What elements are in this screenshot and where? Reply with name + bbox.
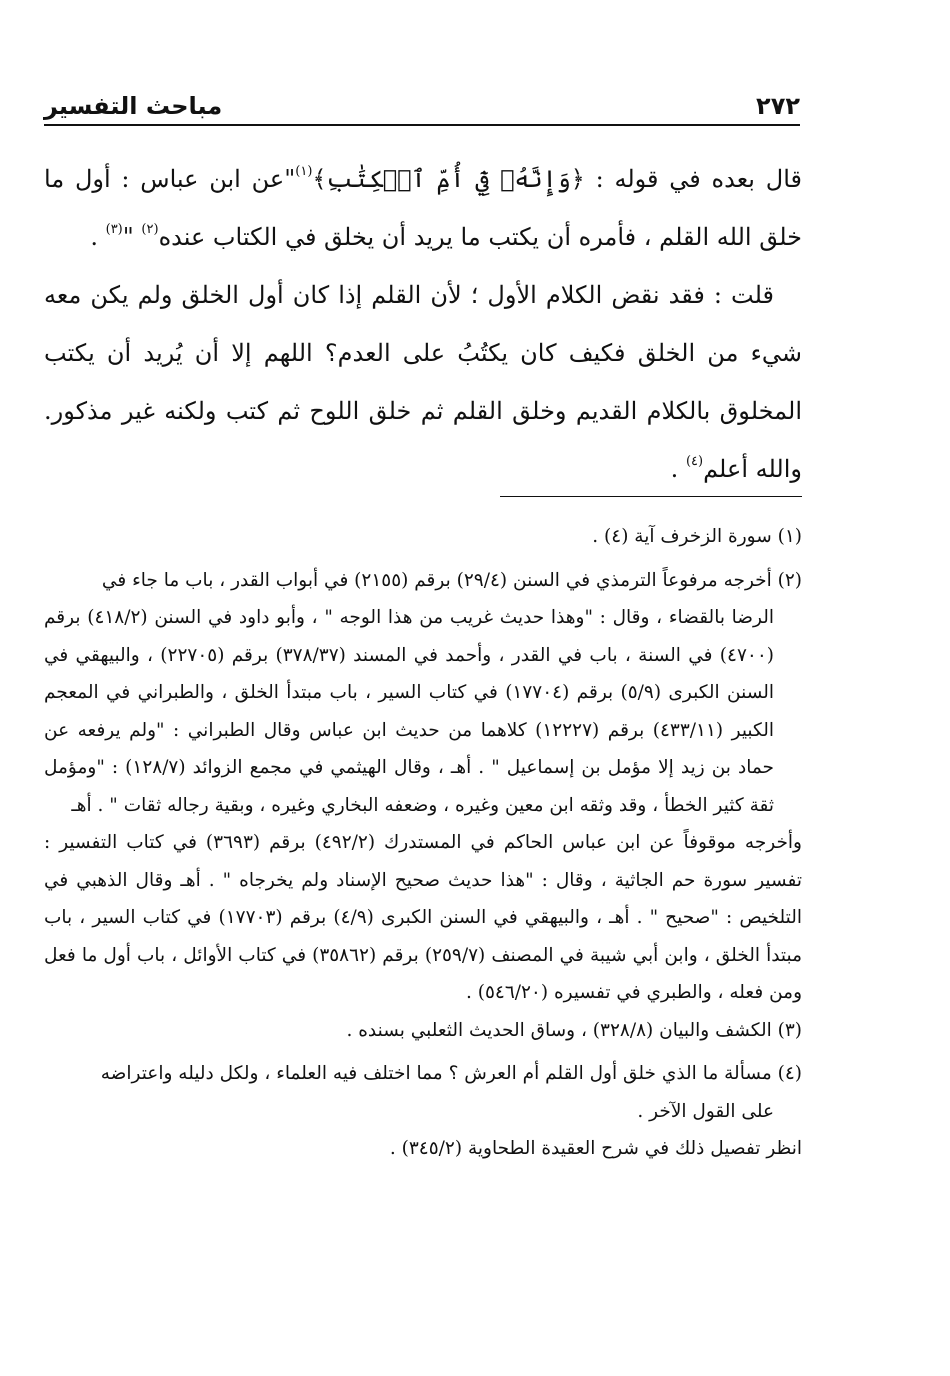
footnote-2-second-part: وأخرجه موقوفاً عن ابن عباس الحاكم في المستدرك (٤٩٢/٢) برقم (٣٦٩٣) في كتاب التفسير : تفسير سورة حم الجاثية ، وقال : "هذا حديث صحيح الإسناد ولم يخرجاه " . أهـ وقال الذهبي في التلخيص : "صحيح " . أهـ ، والبيهقي في السنن الكبرى (٤/٩) برقم (١٧٧٠٣) في كتاب السير ، باب مبتدأ الخلق ، وابن أبي شيبة في المصنف (٢٥٩/٧) برقم (٣٥٨٦٢) في كتاب الأوائل ، باب أول ما فعل ومن فعله ، والطبري في تفسيره (٥٤٦/٢٠) .: [44, 832, 802, 1003]
p1-text-d: .: [90, 223, 106, 251]
p2-text-a: قلت : فقد نقض الكلام الأول ؛ لأن القلم إذا كان أول الخلق ولم يكن معه شيء من الخلق فكيف كان يكتُبُ على العدم؟ اللهم إلا أن يُريد أن يكتب المخلوق بالكلام القديم وخلق القلم ثم خلق اللوح ثم كتب ولكنه غير مذكور. والله أعلم: [44, 281, 802, 483]
main-text: [44, 150, 802, 498]
p2-text-b: .: [670, 455, 686, 483]
page-number: ٢٧٢: [756, 92, 800, 120]
footnote-1: (١) سورة الزخرف آية (٤) .: [592, 526, 802, 547]
footnote-divider: [500, 496, 802, 497]
footnotes: [44, 518, 802, 1168]
footnote-ref-3[interactable]: (٣): [105, 222, 123, 237]
running-title: مباحث التفسير: [44, 92, 223, 120]
footnote-ref-4[interactable]: (٤): [685, 454, 704, 469]
footnote-2-first-line: (٢) أخرجه مرفوعاً الترمذي في السنن (٢٩/٤) برقم (٢١٥٥) في أبواب القدر ، باب ما جاء في: [101, 569, 802, 591]
p1-text-a: قال بعده في قوله :: [584, 165, 802, 193]
paragraph-1: [44, 150, 802, 266]
footnote-4-continuation: على القول الآخر .: [637, 1100, 774, 1122]
footnote-4-first-line: (٤) مسألة ما الذي خلق أول القلم أم العرش ؟ مما اختلف فيه العلماء ، ولكل دليله واعتراضه: [100, 1063, 802, 1084]
p1-text-c: ": [122, 223, 142, 251]
footnote-ref-1[interactable]: (١): [295, 164, 313, 179]
paragraph-2: [44, 266, 802, 498]
footnote-4-second-part: انظر تفصيل ذلك في شرح العقيدة الطحاوية (٣٤٥/٢) .: [389, 1138, 802, 1159]
p1-text-b: "عن ابن عباس : أول ما خلق الله القلم ، فأمره أن يكتب ما يريد أن يخلق في الكتاب عنده: [44, 165, 802, 251]
quran-verse: ﴿وَإِنَّهُۥ فِيٓ أُمِّ ٱلۡكِتَٰبِ﴾: [312, 165, 585, 193]
page-header: [44, 80, 800, 126]
footnote-3: (٣) الكشف والبيان (٣٢٨/٨) ، وساق الحديث الثعلبي بسنده .: [346, 1019, 802, 1041]
footnote-ref-2[interactable]: (٢): [141, 222, 159, 237]
footnote-2-continuation: الرضا بالقضاء ، وقال : "وهذا حديث غريب من هذا الوجه " ، وأبو داود في السنن (٤١٨/٢) برقم (٤٧٠٠) في السنة ، باب في القدر ، وأحمد في المسند (٣٧٨/٣٧) برقم (٢٢٧٠٥) ، والبيهقي في السنن الكبرى (٥/٩) برقم (١٧٧٠٤) في كتاب السير ، باب مبتدأ الخلق ، والطبراني في المعجم الكبير (٤٣٣/١١) برقم (١٢٢٢٧) كلاهما من حديث ابن عباس وقال الطبراني : "ولم يرفعه عن حماد بن زيد إلا مؤمل بن إسماعيل " . أهـ ، وقال الهيثمي في مجمع الزوائد (١٢٨/٧) : "ومؤمل ثقة كثير الخطأ ، وقد وثقه ابن معين وغيره ، وضعفه البخاري وغيره ، وبقية رجاله ثقات " . أهـ: [44, 607, 774, 816]
